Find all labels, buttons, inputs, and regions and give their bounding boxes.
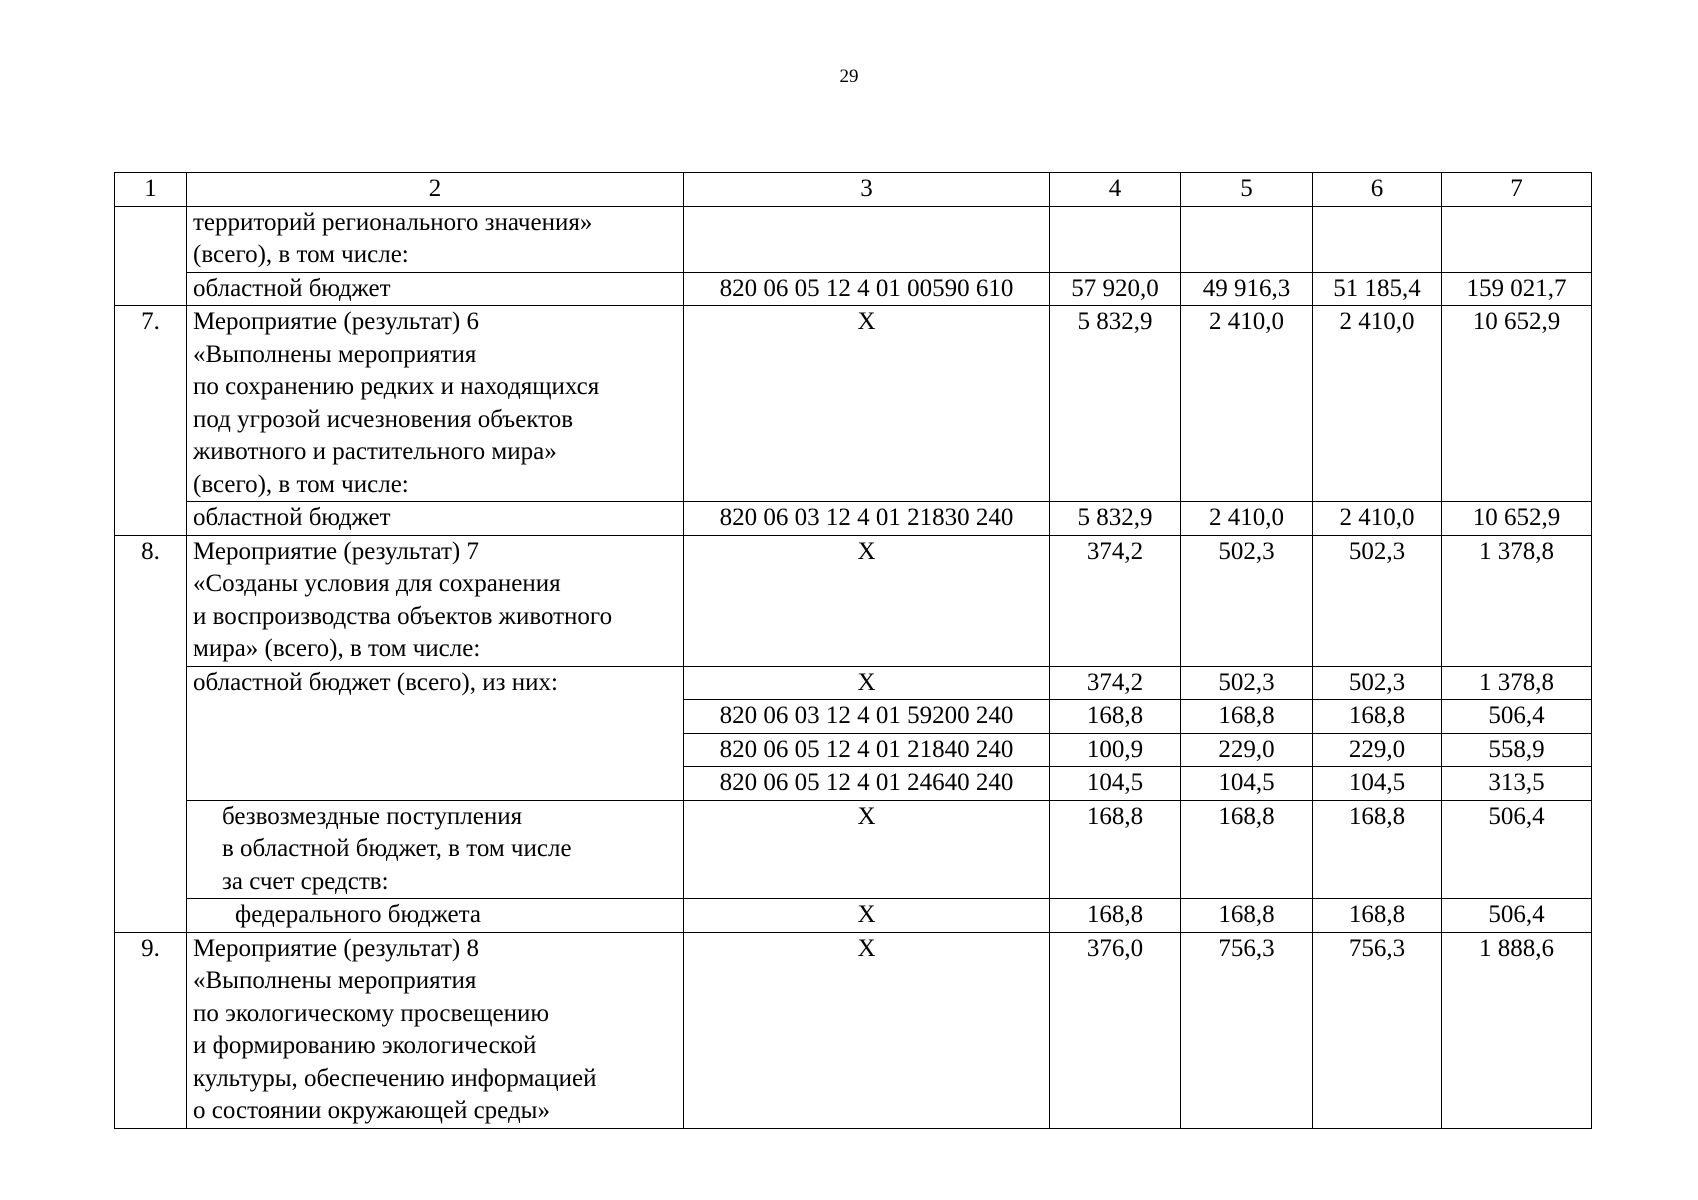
value-col4: 100,9 xyxy=(1050,733,1181,767)
description-line: «Выполнены мероприятия xyxy=(193,967,477,994)
value-col5: 49 916,3 xyxy=(1181,272,1313,306)
item-number-cell: 7. xyxy=(115,306,187,536)
value-col4: 168,8 xyxy=(1050,899,1181,933)
table-row xyxy=(115,932,1592,1128)
page-number: 29 xyxy=(839,66,859,87)
item-number-cell xyxy=(115,206,187,306)
description-cell xyxy=(187,206,684,272)
header-cell-1: 1 xyxy=(115,173,187,207)
value-col5: 502,3 xyxy=(1181,535,1313,666)
budget-code-cell: 820 06 03 12 4 01 59200 240 xyxy=(684,700,1050,734)
value-cell xyxy=(1181,206,1313,272)
value-col7: 506,4 xyxy=(1442,700,1592,734)
value-col6: 756,3 xyxy=(1313,932,1442,1128)
description-line: мира» (всего), в том числе: xyxy=(193,635,481,662)
budget-code-cell: X xyxy=(684,800,1050,899)
value-col5: 229,0 xyxy=(1181,733,1313,767)
header-cell-2: 2 xyxy=(187,173,684,207)
table-row xyxy=(115,535,1592,666)
header-row xyxy=(115,173,1592,207)
budget-code-cell: 820 06 03 12 4 01 21830 240 xyxy=(684,502,1050,536)
value-col6: 168,8 xyxy=(1313,700,1442,734)
header-cell-4: 4 xyxy=(1050,173,1181,207)
value-col4: 374,2 xyxy=(1050,535,1181,666)
description-cell xyxy=(187,306,684,502)
description-line: за счет средств: xyxy=(222,867,389,895)
description-cell: федерального бюджета xyxy=(187,899,684,933)
value-col6: 104,5 xyxy=(1313,767,1442,801)
value-col7: 506,4 xyxy=(1442,899,1592,933)
value-col5: 2 410,0 xyxy=(1181,502,1313,536)
value-col4: 168,8 xyxy=(1050,800,1181,899)
value-cell xyxy=(1050,206,1181,272)
code-cell xyxy=(684,206,1050,272)
budget-code-cell: 820 06 05 12 4 01 21840 240 xyxy=(684,733,1050,767)
description-line: «Выполнены мероприятия xyxy=(193,340,477,368)
value-col6: 168,8 xyxy=(1313,800,1442,899)
budget-code-cell: X xyxy=(684,535,1050,666)
description-cell xyxy=(187,535,684,666)
value-col6: 502,3 xyxy=(1313,666,1442,700)
budget-code-cell: X xyxy=(684,932,1050,1128)
value-col7: 558,9 xyxy=(1442,733,1592,767)
description-line: о состоянии окружающей среды» xyxy=(193,1097,550,1124)
value-col5: 168,8 xyxy=(1181,899,1313,933)
description-line: Мероприятие (результат) 7 xyxy=(193,537,479,565)
table-row xyxy=(115,800,1592,899)
header-cell-5: 5 xyxy=(1181,173,1313,207)
value-col5: 2 410,0 xyxy=(1181,306,1313,502)
value-col7: 313,5 xyxy=(1442,767,1592,801)
description-line: безвозмездные поступления xyxy=(222,802,523,830)
description-line: «Созданы условия для сохранения xyxy=(193,570,561,597)
value-cell xyxy=(1313,206,1442,272)
value-col4: 104,5 xyxy=(1050,767,1181,801)
description-line: и воспроизводства объектов животного xyxy=(193,602,613,630)
value-col4: 374,2 xyxy=(1050,666,1181,700)
table-row xyxy=(115,206,1592,272)
value-col5: 168,8 xyxy=(1181,800,1313,899)
table-row xyxy=(115,272,1592,306)
value-col7: 159 021,7 xyxy=(1442,272,1592,306)
description-line: в областной бюджет, в том числе xyxy=(222,835,572,862)
description-cell xyxy=(187,932,684,1128)
value-col5: 168,8 xyxy=(1181,700,1313,734)
header-cell-3: 3 xyxy=(684,173,1050,207)
budget-code-cell: 820 06 05 12 4 01 00590 610 xyxy=(684,272,1050,306)
table-row xyxy=(115,899,1592,933)
value-col6: 502,3 xyxy=(1313,535,1442,666)
value-col7: 506,4 xyxy=(1442,800,1592,899)
value-col7: 10 652,9 xyxy=(1442,502,1592,536)
description-line: (всего), в том числе: xyxy=(193,470,409,498)
value-col6: 2 410,0 xyxy=(1313,306,1442,502)
value-col5: 104,5 xyxy=(1181,767,1313,801)
value-col7: 1 378,8 xyxy=(1442,666,1592,700)
header-cell-6: 6 xyxy=(1313,173,1442,207)
budget-code-cell: X xyxy=(684,899,1050,933)
description-line: по экологическому просвещению xyxy=(193,999,550,1027)
value-col7: 1 378,8 xyxy=(1442,535,1592,666)
description-cell: областной бюджет (всего), из них: xyxy=(187,666,684,800)
item-number-cell: 9. xyxy=(115,932,187,1128)
value-col4: 5 832,9 xyxy=(1050,502,1181,536)
description-cell: областной бюджет xyxy=(187,502,684,536)
description-line: культуры, обеспечению информацией xyxy=(193,1064,597,1092)
description-line: животного и растительного мира» xyxy=(193,438,557,465)
value-col4: 5 832,9 xyxy=(1050,306,1181,502)
value-cell xyxy=(1442,206,1592,272)
item-number-cell: 8. xyxy=(115,535,187,932)
description-cell: областной бюджет xyxy=(187,272,684,306)
value-col5: 756,3 xyxy=(1181,932,1313,1128)
budget-code-cell: 820 06 05 12 4 01 24640 240 xyxy=(684,767,1050,801)
description-line: по сохранению редких и находящихся xyxy=(193,373,600,400)
value-col6: 51 185,4 xyxy=(1313,272,1442,306)
description-cell xyxy=(187,800,684,899)
value-col6: 168,8 xyxy=(1313,899,1442,933)
value-col5: 502,3 xyxy=(1181,666,1313,700)
value-col7: 1 888,6 xyxy=(1442,932,1592,1128)
budget-table xyxy=(114,172,1592,1129)
description-line: и формированию экологической xyxy=(193,1032,537,1059)
table-row xyxy=(115,666,1592,700)
header-cell-7: 7 xyxy=(1442,173,1592,207)
value-col6: 2 410,0 xyxy=(1313,502,1442,536)
description-line: Мероприятие (результат) 6 xyxy=(193,308,479,335)
description-line: под угрозой исчезновения объектов xyxy=(193,405,574,433)
table-row xyxy=(115,306,1592,502)
description-line: территорий регионального значения» xyxy=(193,208,593,236)
description-line: Мероприятие (результат) 8 xyxy=(193,934,479,962)
value-col7: 10 652,9 xyxy=(1442,306,1592,502)
budget-code-cell: X xyxy=(684,666,1050,700)
value-col4: 57 920,0 xyxy=(1050,272,1181,306)
budget-code-cell: X xyxy=(684,306,1050,502)
value-col4: 168,8 xyxy=(1050,700,1181,734)
table-row xyxy=(115,502,1592,536)
description-line: (всего), в том числе: xyxy=(193,241,409,268)
value-col6: 229,0 xyxy=(1313,733,1442,767)
value-col4: 376,0 xyxy=(1050,932,1181,1128)
